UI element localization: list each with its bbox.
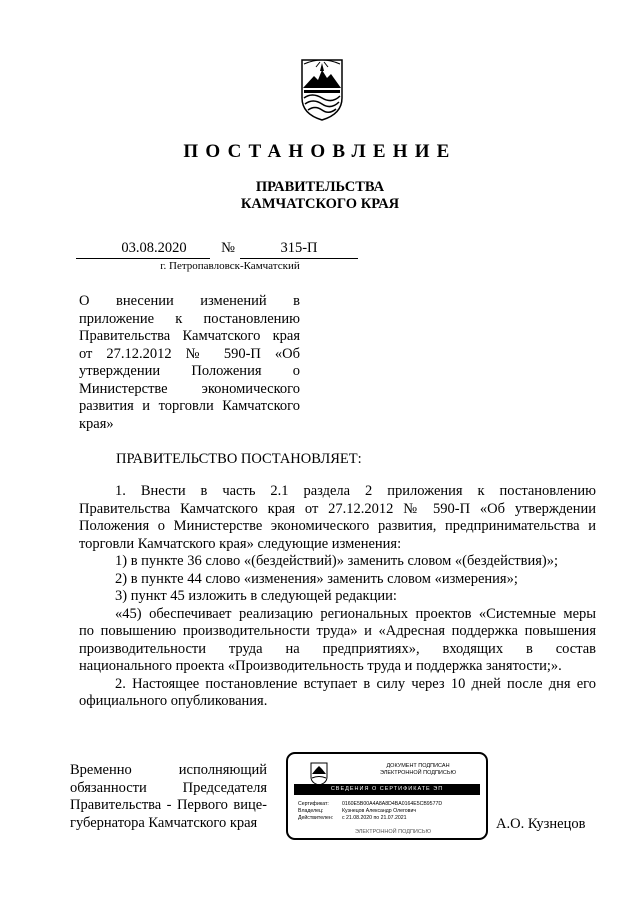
body-line: Правительства Камчатского края от 27.12.2012 № 590-П «Об утверждении xyxy=(79,500,596,517)
subject-line: приложение к постановлению xyxy=(79,310,300,327)
signatory-line: Правительства - Первого вице- xyxy=(70,797,267,813)
body-line: 2. Настоящее постановление вступает в силу через 10 дней после дня его xyxy=(115,675,596,692)
owner-label: Владелец: xyxy=(298,808,324,815)
signatory-line: обязанности Председателя xyxy=(70,779,267,796)
stamp-footer: ЭЛЕКТРОННОЙ ПОДПИСЬЮ xyxy=(354,829,432,835)
signatory-line: губернатора Камчатского края xyxy=(70,814,258,831)
stamp-cert-header: СВЕДЕНИЯ О СЕРТИФИКАТЕ ЭП xyxy=(294,784,480,795)
body-line: по повышению производительности труда» и «Адресная поддержка повышения xyxy=(79,623,596,639)
stamp-emblem-icon xyxy=(310,762,328,786)
document-number: 315-П xyxy=(280,240,318,256)
document-type-heading: ПОСТАНОВЛЕНИЕ xyxy=(183,141,457,162)
owner-value: Кузнецов Александр Олегович xyxy=(342,808,417,815)
signatory-line: Временно исполняющий xyxy=(70,762,267,778)
body-line: «45) обеспечивает реализацию региональных проектов «Системные меры xyxy=(115,605,596,622)
document-subject xyxy=(79,293,300,433)
body-line: производительности труда на предприятиях», входящих в состав xyxy=(79,640,596,657)
electronic-signature-stamp xyxy=(286,752,488,840)
cert-value: 0160E5B00A4A8A8D4BA0164E5CB9577D xyxy=(342,801,443,807)
body-line: национального проекта «Производительность труда и поддержка занятости;». xyxy=(79,658,562,674)
signatory-position xyxy=(70,762,267,832)
body-line: торговли Камчатского края» следующие изменения: xyxy=(79,535,402,552)
body-line: 3) пункт 45 изложить в следующей редакции: xyxy=(115,588,397,604)
signer-name: А.О. Кузнецов xyxy=(496,816,586,832)
number-sign: № xyxy=(221,240,235,256)
body-line: 2) в пункте 44 слово «изменения» заменить словом «измерения»; xyxy=(115,570,518,587)
subject-line: края» xyxy=(79,415,114,432)
body-line: Положения о Министерстве экономического развития, предпринимательства и xyxy=(79,518,596,534)
body-line: официального опубликования. xyxy=(79,693,268,709)
subject-line: Министерстве экономического xyxy=(79,380,300,397)
body-line: 1. Внести в часть 2.1 раздела 2 приложения к постановлению xyxy=(115,483,596,499)
subject-line: утверждении Положения о xyxy=(79,363,300,379)
body-line: 1) в пункте 36 слово «(бездействий)» заменить словом «(бездействия)»; xyxy=(115,553,559,569)
subject-line: развития и торговли Камчатского xyxy=(79,398,300,414)
issue-city: г. Петропавловск-Камчатский xyxy=(160,260,300,272)
subject-line: Правительства Камчатского края xyxy=(79,328,300,344)
valid-value: с 21.08.2020 по 21.07.2021 xyxy=(342,815,407,822)
document-date: 03.08.2020 xyxy=(121,240,187,256)
stamp-cert-details xyxy=(298,801,442,823)
number-underline xyxy=(240,258,358,259)
valid-label: Действителен: xyxy=(298,815,334,822)
stamp-title xyxy=(358,763,478,777)
cert-label: Сертификат: xyxy=(298,801,329,807)
date-underline xyxy=(76,258,210,259)
document-body xyxy=(79,483,596,711)
issuer-line-1: ПРАВИТЕЛЬСТВА xyxy=(255,179,385,195)
stamp-title-line: ДОКУМЕНТ ПОДПИСАН xyxy=(386,763,450,769)
issuer-line-2: КАМЧАТСКОГО КРАЯ xyxy=(240,196,400,212)
subject-line: от 27.12.2012 № 590-П «Об xyxy=(79,345,300,362)
decree-statement: ПРАВИТЕЛЬСТВО ПОСТАНОВЛЯЕТ: xyxy=(116,451,362,467)
coat-of-arms-icon xyxy=(300,58,344,122)
subject-line: О внесении изменений в xyxy=(79,293,300,309)
stamp-title-line: ЭЛЕКТРОННОЙ ПОДПИСЬЮ xyxy=(379,770,457,776)
